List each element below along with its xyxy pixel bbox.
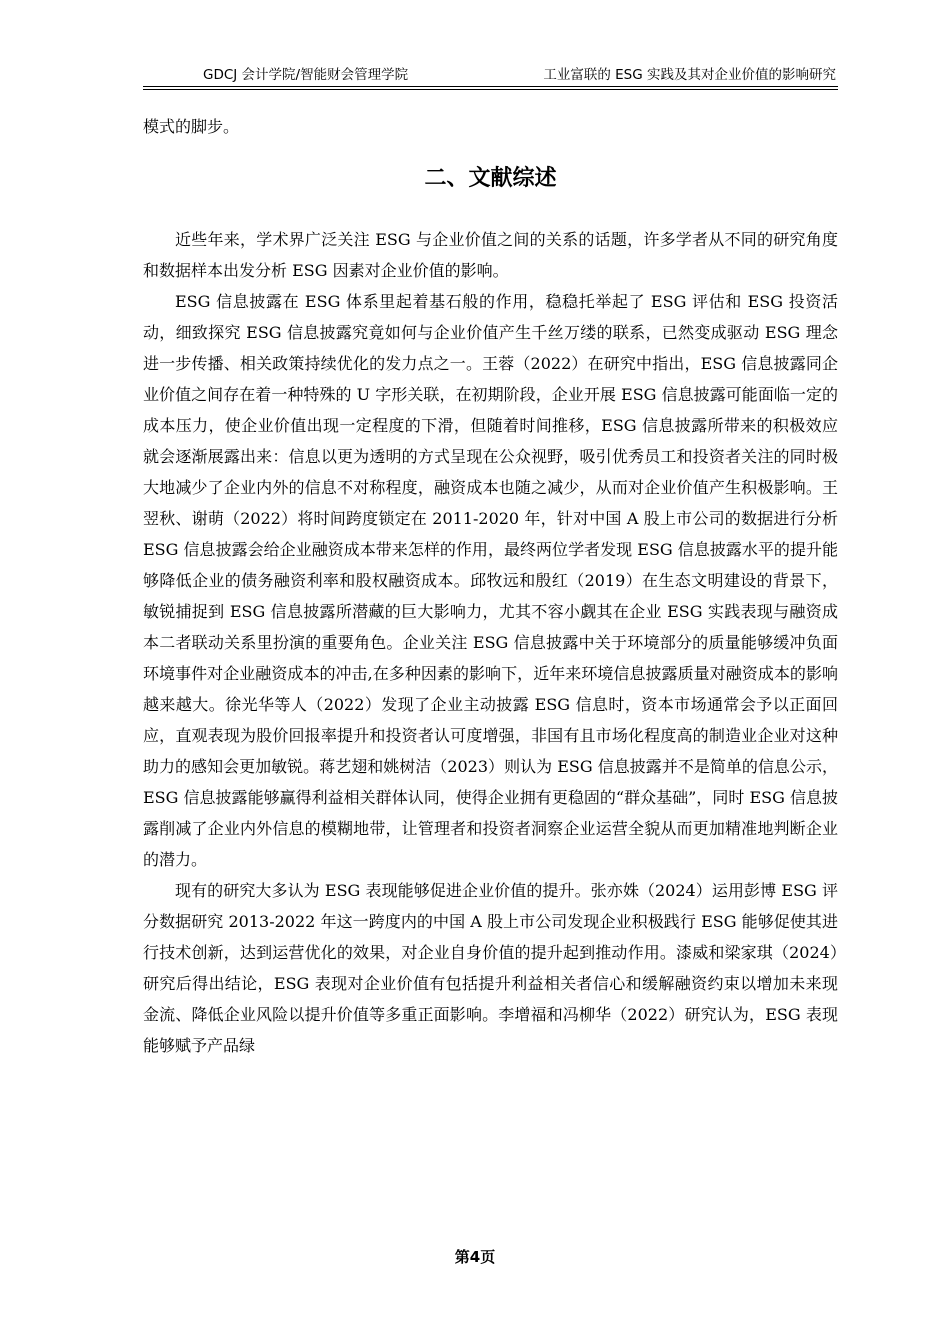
paragraph-intro: 近些年来，学术界广泛关注 ESG 与企业价值之间的关系的话题，许多学者从不同的研究角度和数据样本出发分析 ESG 因素对企业价值的影响。	[143, 230, 838, 280]
main-content	[143, 111, 838, 1061]
header-divider	[143, 89, 838, 90]
section-title: 二、文献综述	[424, 166, 557, 191]
page-number: 第4页	[454, 1248, 496, 1266]
paragraph-performance: 现有的研究大多认为 ESG 表现能够促进企业价值的提升。张亦姝（2024）运用彭博 ESG 评分数据研究 2013-2022 年这一跨度内的中国 A 股上市公司发现企业积极践行 ESG 能够促使其进行技术创新，达到运营优化的效果，对企业自身价值的提升起到推动作用。漆威和梁家琪（2024）研究后得出结论，ESG 表现对企业价值有包括提升利益相关者信心和缓解融资约束以增加未来现金流、降低企业风险以提升价值等多重正面影响。李增福和冯柳华（2022）研究认为，ESG 表现能够赋予产品绿	[143, 881, 838, 1055]
header-school: GDCJ 会计学院/智能财会管理学院	[203, 67, 409, 83]
continuation-text: 模式的脚步。	[143, 117, 240, 136]
header-thesis-title: 工业富联的 ESG 实践及其对企业价值的影响研究	[543, 67, 836, 83]
paragraph-disclosure: ESG 信息披露在 ESG 体系里起着基石般的作用，稳稳托举起了 ESG 评估和 ESG 投资活动，细致探究 ESG 信息披露究竟如何与企业价值产生千丝万缕的联系，已然变成驱动 ESG 理念进一步传播、相关政策持续优化的发力点之一。王蓉（2022）在研究中指出，ESG 信息披露同企业价值之间存在着一种特殊的 U 字形关联，在初期阶段，企业开展 ESG 信息披露可能面临一定的成本压力，使企业价值出现一定程度的下滑，但随着时间推移，ESG 信息披露所带来的积极效应就会逐渐展露出来：信息以更为透明的方式呈现在公众视野，吸引优秀员工和投资者关注的同时极大地减少了企业内外的信息不对称程度，融资成本也随之减少，从而对企业价值产生积极影响。王翌秋、谢萌（2022）将时间跨度锁定在 2011-2020 年，针对中国 A 股上市公司的数据进行分析 ESG 信息披露会给企业融资成本带来怎样的作用，最终两位学者发现 ESG 信息披露水平的提升能够降低企业的债务融资利率和股权融资成本。邱牧远和殷红（2019）在生态文明建设的背景下，敏锐捕捉到 ESG 信息披露所潜藏的巨大影响力，尤其不容小觑其在企业 ESG 实践表现与融资成本二者联动关系里扮演的重要角色。企业关注 ESG 信息披露中关于环境部分的质量能够缓冲负面环境事件对企业融资成本的冲击,在多种因素的影响下，近年来环境信息披露质量对融资成本的影响越来越大。徐光华等人（2022）发现了企业主动披露 ESG 信息时，资本市场通常会予以正面回应，直观表现为股价回报率提升和投资者认可度增强，非国有且市场化程度高的制造业企业对这种助力的感知会更加敏锐。蒋艺翅和姚树洁（2023）则认为 ESG 信息披露并不是简单的信息公示，ESG 信息披露能够赢得利益相关群体认同，使得企业拥有更稳固的“群众基础”，同时 ESG 信息披露削减了企业内外信息的模糊地带，让管理者和投资者洞察企业运营全貌从而更加精准地判断企业的潜力。	[143, 292, 838, 869]
page-header	[143, 66, 838, 87]
